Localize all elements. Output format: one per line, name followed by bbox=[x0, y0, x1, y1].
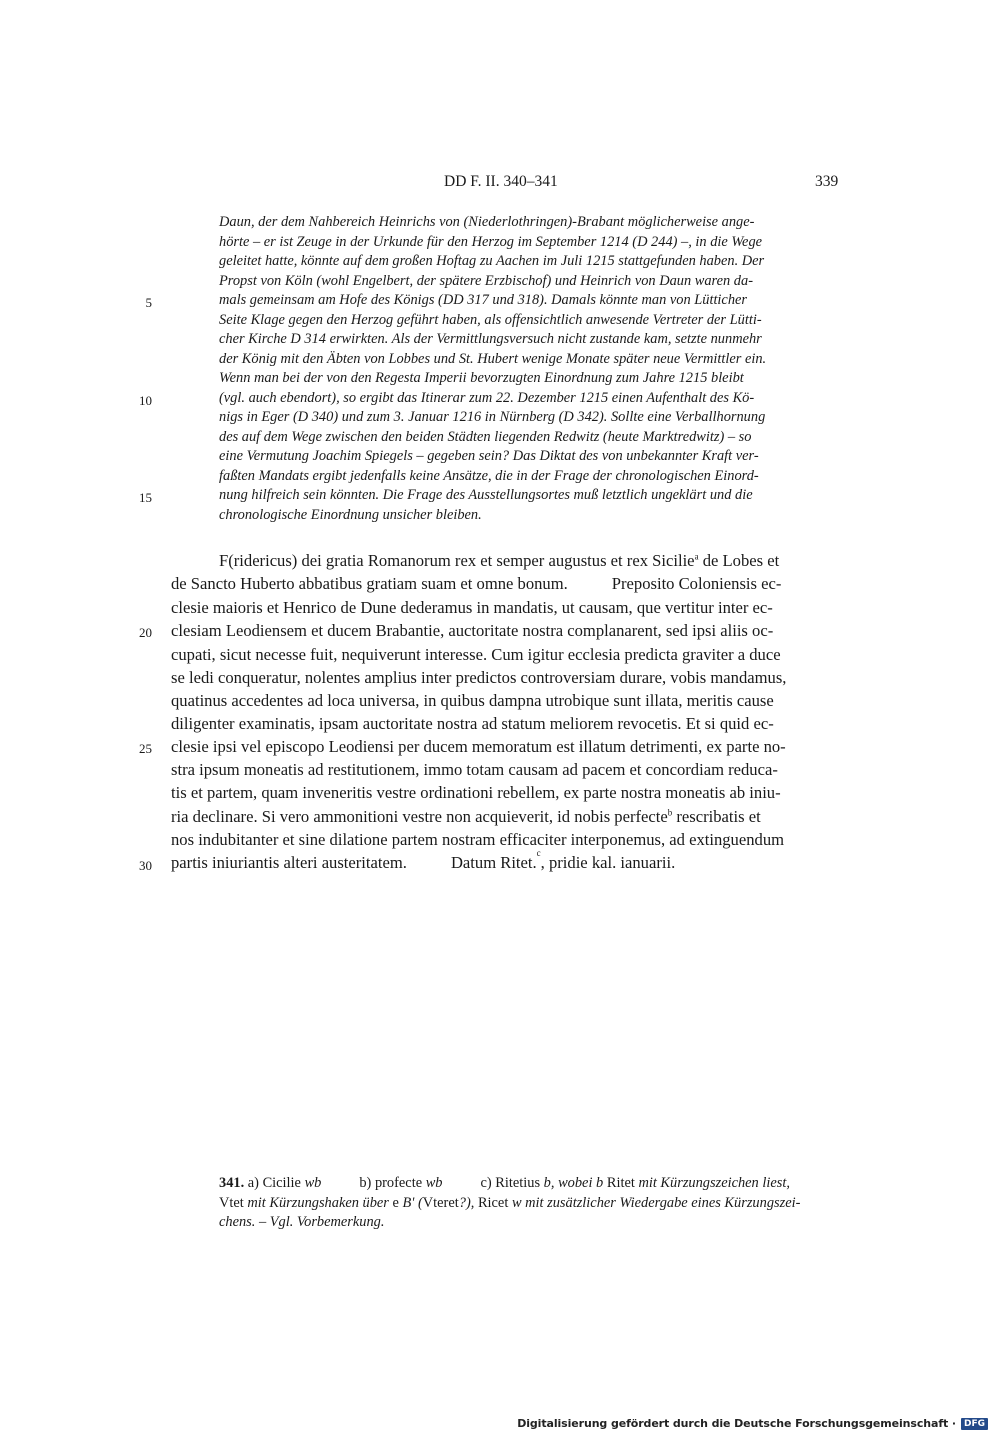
line-number: 15 bbox=[139, 490, 152, 505]
text-line: nos indubitanter et sine dilatione partem nostram efficaciter interponemus, ad extinguendum bbox=[171, 830, 785, 849]
footnote-line: Vtet mit Kürzungshaken über e B' (Vteret?), Ricet w mit zusätzlicher Wiedergabe eines Kürzungszei- bbox=[219, 1195, 801, 1211]
commentary-line: chronologische Einordnung unsicher bleiben. bbox=[219, 507, 482, 523]
commentary-line: hörte – er ist Zeuge in der Urkunde für den Herzog im September 1214 (D 244) –, in die Wege bbox=[219, 234, 763, 250]
commentary-line: Propst von Köln (wohl Engelbert, der spätere Erzbischof) und Heinrich von Daun waren da- bbox=[219, 273, 753, 289]
text-line: stra ipsum moneatis ad restitutionem, immo totam causam ad pacem et concordiam reduca- bbox=[171, 760, 778, 779]
text-line: clesie ipsi vel episcopo Leodiensi per ducem memoratum est illatum detrimenti, ex parte no- bbox=[171, 737, 786, 756]
commentary-line: mals gemeinsam am Hofe des Königs (DD 317 und 318). Damals könnte man von Lütticher bbox=[219, 292, 748, 308]
commentary-line: nung hilfreich sein könnten. Die Frage des Ausstellungsortes muß letztlich ungeklärt und die bbox=[219, 487, 753, 503]
text-line: F(ridericus) dei gratia Romanorum rex et semper augustus et rex Sicilie$^a$ de Lobes et bbox=[219, 551, 780, 570]
footnote-marker: a bbox=[694, 551, 699, 562]
commentary-line: des auf dem Wege zwischen den beiden Städten liegenden Redwitz (heute Marktredwitz) – so bbox=[219, 429, 752, 445]
commentary-line: faßten Mandats ergibt jedenfalls keine Ansätze, die in der Frage der chronologischen Einord- bbox=[219, 468, 759, 484]
text-line: clesiam Leodiensem et ducem Brabantie, auctoritate nostra complanarent, sed ipsi aliis oc- bbox=[171, 621, 774, 640]
commentary-line: Seite Klage gegen den Herzog geführt haben, als offensichtlich anwesende Vertreter der Lütti- bbox=[219, 312, 762, 328]
commentary-line: (vgl. auch ebendort), so ergibt das Itinerar zum 22. Dezember 1215 einen Aufenthalt des Kö- bbox=[219, 390, 755, 406]
footnote-line: 341. a) Cicilie wb b) profecte wb c) Ritetius b, wobei b Ritet mit Kürzungszeichen liest, bbox=[219, 1175, 790, 1191]
line-number: 10 bbox=[139, 393, 152, 408]
text-line: ria declinare. Si vero ammonitioni vestre non acquieverit, id nobis perfecte$^b$ rescribatis et bbox=[171, 807, 761, 826]
line-number: 25 bbox=[139, 741, 152, 756]
commentary-line: nigs in Eger (D 340) und zum 3. Januar 1216 in Nürnberg (D 342). Sollte eine Verballhornung bbox=[219, 409, 766, 425]
text-line: partis iniuriantis alteri austeritatem. Datum Ritet. c , pridie kal. ianuarii. bbox=[171, 848, 676, 872]
text-line: diligenter examinatis, ipsam auctoritate nostra ad statum meliorem revocetis. Et si quid ec- bbox=[171, 714, 774, 733]
commentary-line: Daun, der dem Nahbereich Heinrichs von (Niederlothringen)-Brabant möglicherweise ange- bbox=[219, 214, 755, 230]
footnote-marker: b bbox=[667, 807, 673, 818]
footnote-line: chens. – Vgl. Vorbemerkung. bbox=[219, 1214, 385, 1230]
text-line: tis et partem, quam inveneritis vestre ordinationi rebellem, ex parte nostra moneatis ab iniu- bbox=[171, 783, 781, 802]
line-number: 5 bbox=[145, 295, 152, 310]
text-line: clesie maioris et Henrico de Dune dederamus in mandatis, ut causam, que vertitur inter ec- bbox=[171, 598, 773, 617]
text-line: se ledi conqueratur, nolentes amplius inter predictos controversiam durare, vobis mandamus, bbox=[171, 668, 787, 687]
commentary-line: eine Vermutung Joachim Spiegels – gegeben sein? Das Diktat des von unbekannter Kraft ver- bbox=[219, 448, 759, 464]
line-number: 30 bbox=[139, 858, 152, 873]
commentary-line: geleitet hatte, könnte auf dem großen Hoftag zu Aachen im Juli 1215 stattgefunden haben. Der bbox=[219, 253, 765, 269]
text-line: quatinus accedentes ad loca universa, in quibus dampna utrobique sunt illata, meritis cause bbox=[171, 691, 774, 710]
funding-credit bbox=[517, 1417, 988, 1430]
page-number: 339 bbox=[815, 173, 839, 190]
footnote-marker: c bbox=[536, 848, 541, 858]
dfg-logo: DFG bbox=[961, 1418, 988, 1430]
text-line: cupati, sicut necesse fuit, nequiverunt interesse. Cum igitur ecclesia predicta graviter a duce bbox=[171, 645, 781, 664]
commentary-line: Wenn man bei der von den Regesta Imperii bevorzugten Einordnung zum Jahre 1215 bleibt bbox=[219, 370, 744, 386]
running-title: DD F. II. 340–341 bbox=[444, 173, 558, 190]
line-number: 20 bbox=[139, 625, 152, 640]
commentary-line: der König mit den Äbten von Lobbes und St. Hubert wenige Monate später neue Vermittler ein. bbox=[219, 351, 767, 367]
funding-credit-text: Digitalisierung gefördert durch die Deutsche Forschungsgemeinschaft · bbox=[517, 1417, 956, 1430]
text-line: de Sancto Huberto abbatibus gratiam suam et omne bonum. Preposito Coloniensis ec- bbox=[171, 574, 782, 593]
commentary-line: cher Kirche D 314 erwirkten. Als der Vermittlungsversuch nicht zustande kam, setzte nunmehr bbox=[219, 331, 762, 347]
